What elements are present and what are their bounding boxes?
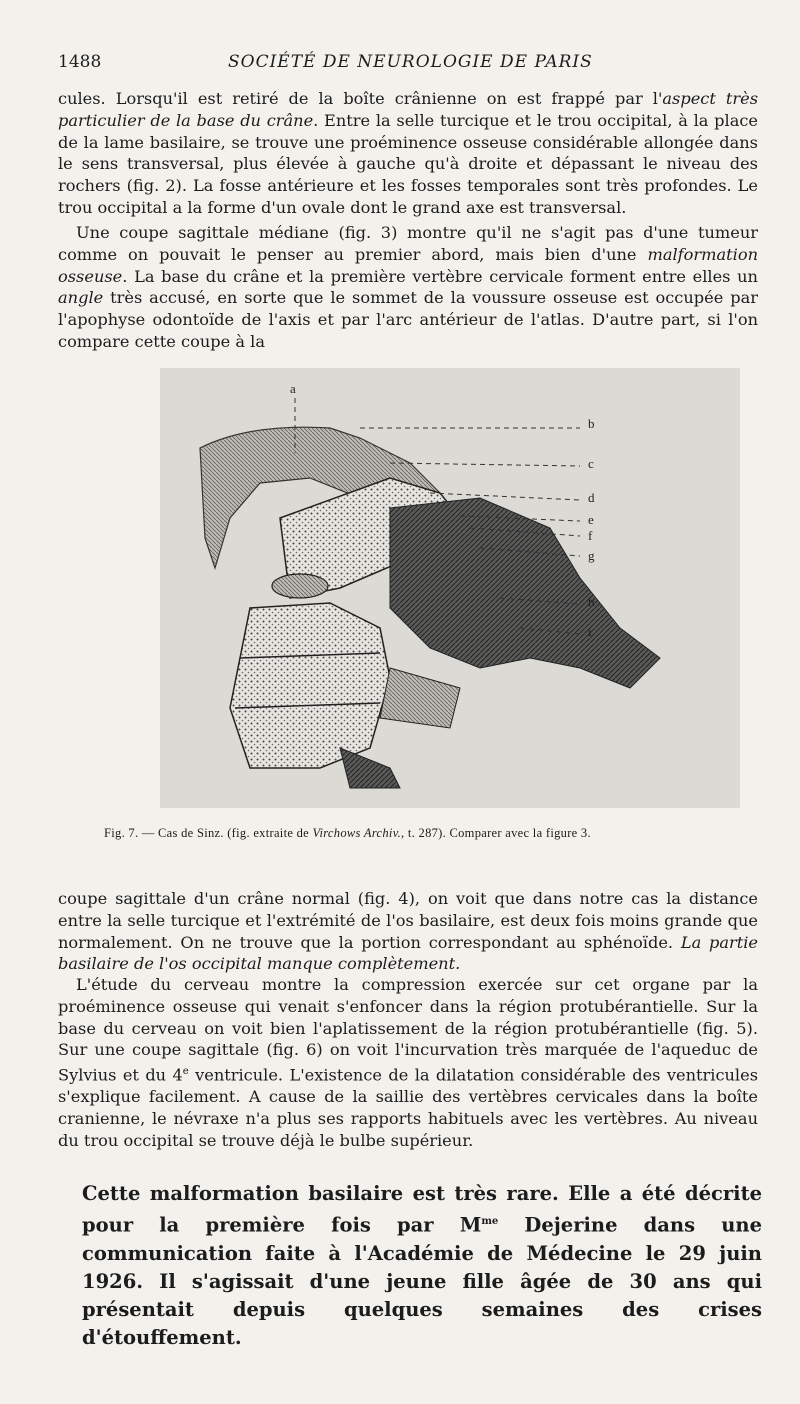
label-g: g xyxy=(588,548,595,563)
cervical-vertebrae xyxy=(230,603,390,768)
paragraph-2 xyxy=(58,222,758,353)
figure-7 xyxy=(160,368,740,808)
caption-italic: Virchows Archiv. xyxy=(312,826,402,840)
p5-text-b: Dejerine dans une communication faite à l'Académie de Médecine le 29 juin 1926. Il s'agissait d'une jeune fille âgée de 30 ans qui présentait depuis quelques semaines des crises d'étouffement. xyxy=(82,1213,762,1349)
label-e: e xyxy=(588,512,594,527)
p1-text-c: . Entre la selle turcique et le trou occipital, à la place de la lame basilaire, se trouve une proéminence osseuse considérable allongée dans le sens transversal, plus élevée à gauche qu'à droite et dépassant le niveau des rochers (fig. 2). La fosse antérieure et les fosses temporales sont très profondes. Le trou occipital a la forme d'un ovale dont le grand axe est transversal. xyxy=(58,110,758,217)
label-b: b xyxy=(588,416,595,431)
label-d: d xyxy=(588,490,595,505)
label-c: c xyxy=(588,456,594,471)
p3-text-a: coupe sagittale d'un crâne normal (fig. 4), on voit que dans notre cas la distance entre la selle turcique et l'extrémité de l'os basilaire, est deux fois moins grande que normalement. On ne trouve que la portion correspondant au sphénoïde. xyxy=(58,889,758,952)
figure-caption xyxy=(104,826,744,841)
p3-italic: La partie basilaire de l'os occipital manque complètement. xyxy=(58,932,758,974)
caption-text-c: , t. 287). Comparer avec la figure 3. xyxy=(401,826,591,840)
paragraph-1 xyxy=(58,88,758,219)
page-number: 1488 xyxy=(58,52,102,72)
p4-text-b: ventricule. L'existence de la dilatation considérable des ventricules s'explique facilement. A cause de la saillie des vertèbres cervicales dans la boîte cranienne, le névraxe n'a plus ses rapports habituels avec les vertèbres. Au niveau du trou occipital se trouve déjà le bulbe supérieur. xyxy=(58,1065,758,1150)
p2-italic-2: angle xyxy=(58,288,104,308)
p2-text-e: très accusé, en sorte que le sommet de la voussure osseuse est occupée par l'apophyse odontoïde de l'axis et par l'arc antérieur de l'atlas. D'autre part, si l'on compare cette coupe à la xyxy=(58,288,758,351)
label-h: h xyxy=(588,594,595,609)
p1-italic: aspect très particulier de la base du crâne xyxy=(58,89,759,130)
label-f: f xyxy=(588,528,593,543)
p1-text-a: cules. Lorsqu'il est retiré de la boîte crânienne on est frappé par l' xyxy=(58,89,663,108)
atlas-arch xyxy=(272,574,328,598)
p2-text-c: . La base du crâne et la première vertèbre cervicale forment entre elles un xyxy=(122,266,758,286)
paragraph-4 xyxy=(58,974,758,1152)
paragraph-3 xyxy=(58,888,758,975)
p5-superscript: me xyxy=(481,1216,499,1227)
p4-text-a: L'étude du cerveau montre la compression exercée sur cet organe par la proéminence osseuse qui venait s'enfoncer dans la région protubérantielle. Sur la base du cerveau on voit bien l'aplatissement de la région protubérantielle (fig. 5). Sur une coupe sagittale (fig. 6) on voit l'incurvation très marquée de l'aqueduc de Sylvius et du 4 xyxy=(58,975,758,1085)
p2-italic-1: malformation osseuse xyxy=(58,244,758,286)
p4-superscript: e xyxy=(182,1066,189,1078)
p2-text-a: Une coupe sagittale médiane (fig. 3) montre qu'il ne s'agit pas d'une tumeur comme on pouvait le penser au premier abord, mais bien d'une xyxy=(58,223,758,264)
page-header xyxy=(58,52,758,76)
anatomical-section-illustration xyxy=(160,368,740,808)
paragraph-5-bold xyxy=(82,1180,762,1352)
label-i: i xyxy=(588,624,592,639)
running-title: SOCIÉTÉ DE NEUROLOGIE DE PARIS xyxy=(228,52,593,72)
label-a: a xyxy=(290,381,296,396)
p5-text-a: Cette malformation basilaire est très rare. Elle a été décrite pour la première fois par M xyxy=(82,1182,762,1237)
caption-text-a: Fig. 7. — Cas de Sinz. (fig. extraite de xyxy=(104,826,313,840)
